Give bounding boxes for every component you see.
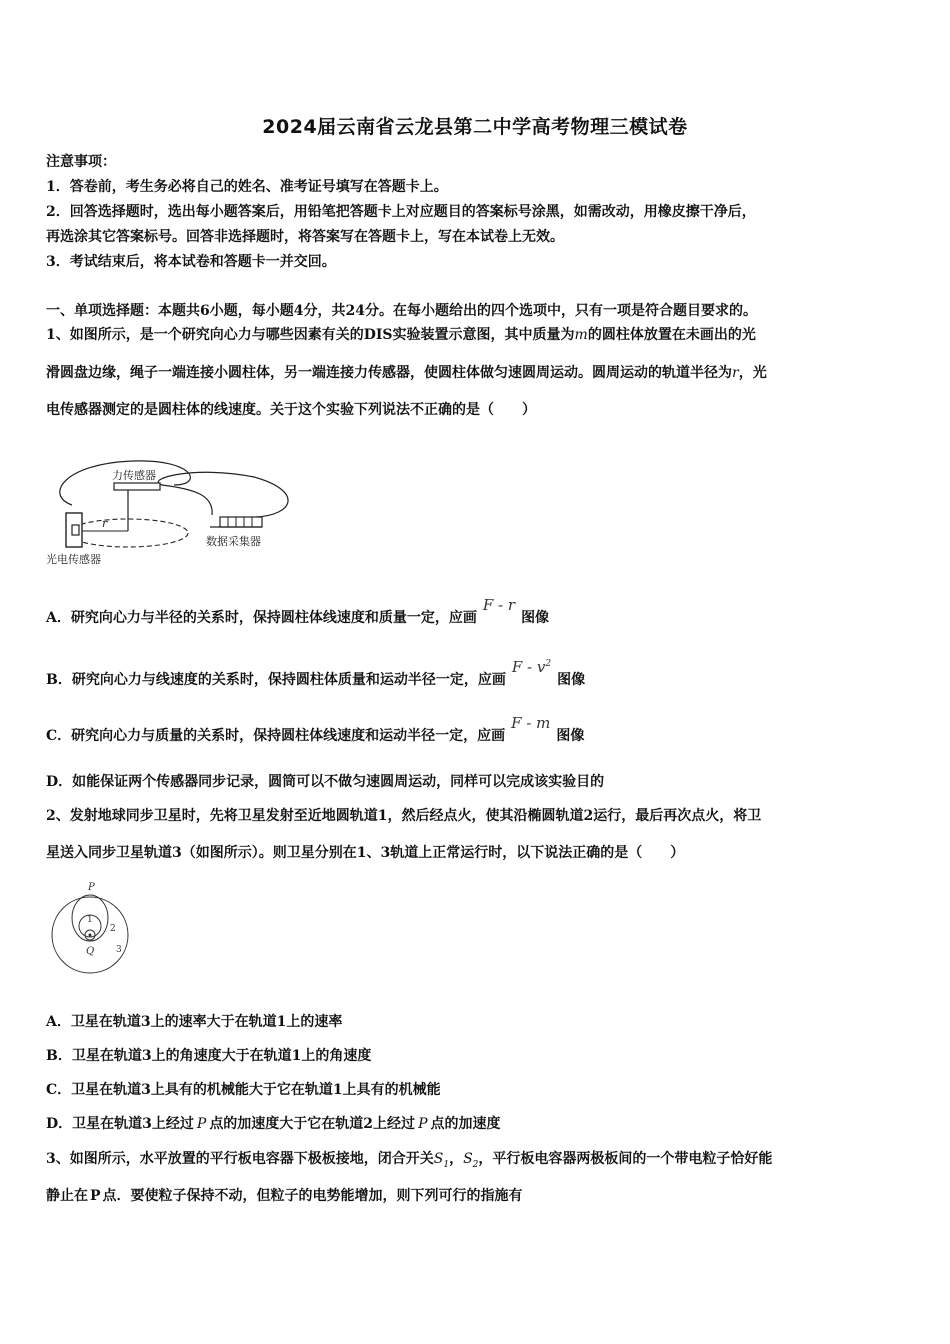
q1-force-sensor-body bbox=[114, 483, 160, 490]
q3-line-1: 3、如图所示，水平放置的平行板电容器下极板接地，闭合开关$S_1$，$S_2$，平行板电容器两极板间的一个带电粒子恰好能 bbox=[46, 1151, 773, 1170]
q1-option-c-formula: F - m bbox=[511, 714, 551, 732]
q3-line-2 bbox=[46, 1187, 523, 1205]
q1-figure bbox=[44, 455, 304, 570]
q1-option-c bbox=[46, 714, 585, 745]
q2-line-2: 星送入同步卫星轨道3（如图所示）。则卫星分别在1、3轨道上正常运行时，以下说法正确的是（ ） bbox=[46, 845, 685, 861]
q2-option-d-p2: P bbox=[418, 1116, 428, 1132]
q3-text: 3、如图所示，水平放置的平行板电容器下极板接地，闭合开关 bbox=[46, 1151, 434, 1167]
q2-option-d-p1: P bbox=[196, 1116, 207, 1132]
q2-line-1: 2、发射地球同步卫星时，先将卫星发射至近地圆轨道1，然后经点火，使其沿椭圆轨道2运行，最后再次点火，将卫 bbox=[46, 808, 762, 824]
exam-title: 2024届云南省云龙县第二中学高考物理三模试卷 bbox=[262, 116, 688, 138]
section-heading: 一、单项选择题：本题共6小题，每小题4分，共24分。在每小题给出的四个选项中，只有一项是符合题目要求的。 bbox=[46, 303, 757, 319]
q3-switch-s2: $S_2$ bbox=[463, 1151, 479, 1170]
q1-mass-symbol: m bbox=[574, 327, 588, 343]
q1-option-d: D．如能保证两个传感器同步记录，圆筒可以不做匀速圆周运动，同样可以完成该实验目的 bbox=[46, 774, 605, 790]
q1-wire-sensor bbox=[162, 485, 212, 515]
notice-heading: 注意事项： bbox=[46, 154, 116, 170]
q1-option-a-text: A．研究向心力与半径的关系时，保持圆柱体线速度和质量一定，应画 bbox=[46, 610, 477, 626]
q2-option-b: B．卫星在轨道3上的角速度大于在轨道1上的角速度 bbox=[46, 1048, 372, 1064]
q1-option-a-formula: F - r bbox=[482, 596, 516, 614]
q1-text: ，光 bbox=[738, 365, 767, 381]
q1-radius-label: r bbox=[102, 517, 108, 530]
q1-radius-symbol: r bbox=[732, 365, 739, 381]
q2-orbit-2-label: 2 bbox=[110, 924, 116, 934]
q1-option-b-formula: F - $v^2$ bbox=[511, 658, 552, 676]
q1-option-a-suffix: 图像 bbox=[521, 610, 550, 626]
q1-line-1 bbox=[46, 326, 756, 344]
q2-option-d-text: 点的加速度 bbox=[430, 1116, 501, 1132]
q1-line-3: 电传感器测定的是圆柱体的线速度。关于这个实验下列说法不正确的是（ ） bbox=[46, 402, 536, 418]
q2-option-d-text: D．卫星在轨道3上经过 bbox=[46, 1116, 194, 1132]
q1-option-b-suffix: 图像 bbox=[557, 672, 586, 688]
q2-option-c: C．卫星在轨道3上具有的机械能大于它在轨道1上具有的机械能 bbox=[46, 1082, 441, 1098]
q1-text: 滑圆盘边缘，绳子一端连接小圆柱体，另一端连接力传感器，使圆柱体做匀速圆周运动。圆周运动的轨道半径为 bbox=[46, 365, 732, 381]
q1-option-a bbox=[46, 596, 550, 627]
q1-option-c-suffix: 图像 bbox=[556, 728, 585, 744]
q2-orbit-3-label: 3 bbox=[116, 945, 122, 955]
q2-option-a: A．卫星在轨道3上的速率大于在轨道1上的速率 bbox=[46, 1014, 343, 1030]
q2-point-q-label: Q bbox=[86, 946, 95, 957]
q1-force-sensor-label: 力传感器 bbox=[112, 469, 156, 482]
notice-item-2: 2．回答选择题时，选出每小题答案后，用铅笔把答题卡上对应题目的答案标号涂黑，如需改动，用橡皮擦干净后， bbox=[46, 204, 756, 220]
q3-point-p: P bbox=[90, 1188, 101, 1204]
q1-line-2 bbox=[46, 364, 767, 382]
notice-item-2-cont: 再选涂其它答案标号。回答非选择题时，将答案写在答题卡上，写在本试卷上无效。 bbox=[46, 229, 564, 245]
q3-text: 静止在 bbox=[46, 1188, 88, 1204]
q1-option-b-text: B．研究向心力与线速度的关系时，保持圆柱体质量和运动半径一定，应画 bbox=[46, 672, 506, 688]
notice-item-1: 1．答卷前，考生务必将自己的姓名、准考证号填写在答题卡上。 bbox=[46, 179, 448, 195]
q1-option-c-text: C．研究向心力与质量的关系时，保持圆柱体线速度和运动半径一定，应画 bbox=[46, 728, 506, 744]
q3-switch-s1: $S_1$ bbox=[433, 1151, 450, 1170]
q3-text: ，平行板电容器两极板间的一个带电粒子恰好能 bbox=[478, 1151, 773, 1167]
q2-option-d bbox=[46, 1115, 500, 1133]
q1-option-b bbox=[46, 658, 586, 689]
q2-orbit-1-label: 1 bbox=[87, 915, 93, 925]
q2-point-p-label: P bbox=[88, 882, 95, 893]
q1-data-collector bbox=[220, 517, 262, 527]
q1-text: 的圆柱体放置在未画出的光 bbox=[587, 327, 756, 343]
q1-data-collector-label: 数据采集器 bbox=[206, 535, 261, 548]
q1-cylinder bbox=[72, 525, 79, 535]
q2-option-d-text: 点的加速度大于它在轨道2上经过 bbox=[209, 1116, 416, 1132]
notice-item-3: 3．考试结束后，将本试卷和答题卡一并交回。 bbox=[46, 254, 336, 270]
q2-orbit-figure bbox=[48, 878, 138, 978]
q3-text: 点．要使粒子保持不动，但粒子的电势能增加，则下列可行的指施有 bbox=[102, 1188, 523, 1204]
q1-text: 1、如图所示，是一个研究向心力与哪些因素有关的DIS实验装置示意图，其中质量为 bbox=[46, 327, 575, 343]
q1-wire-right bbox=[158, 472, 288, 517]
q1-photo-sensor-label: 光电传感器 bbox=[46, 553, 101, 566]
